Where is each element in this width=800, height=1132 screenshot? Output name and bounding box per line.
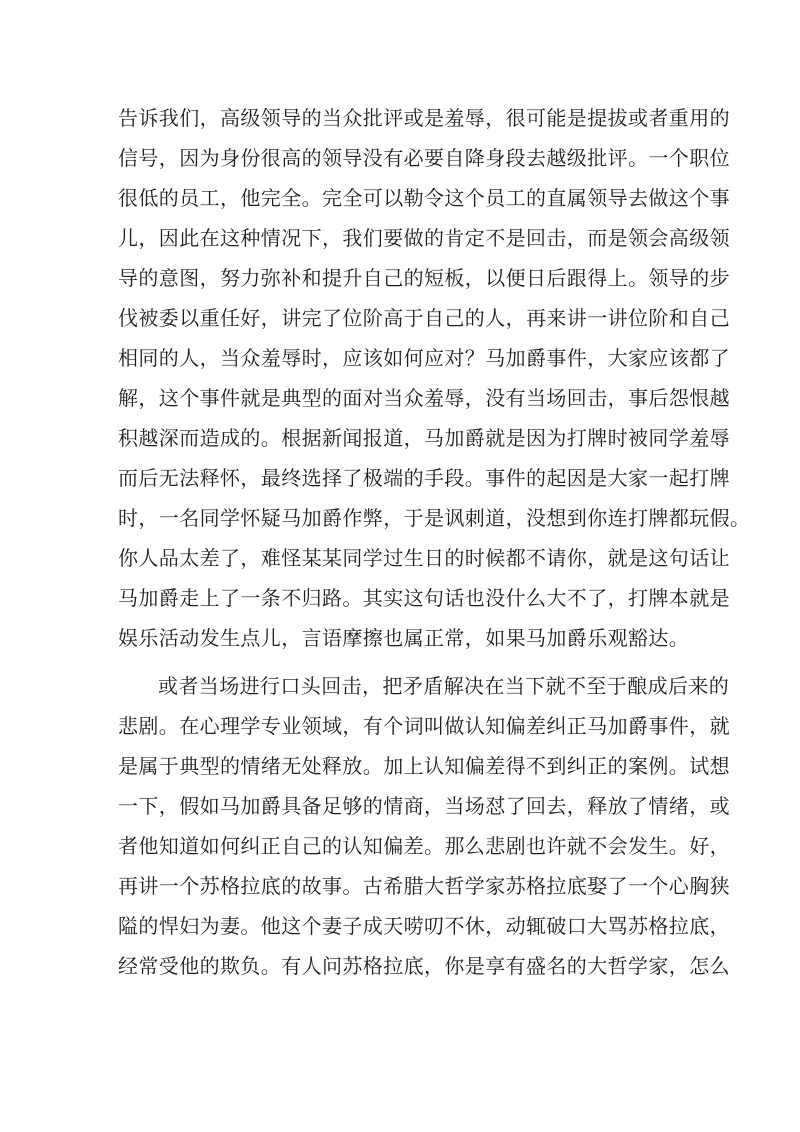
text-line: 者他知道如何纠正自己的认知偏差。那么悲剧也许就不会发生。好，	[118, 834, 730, 858]
text-line: 信号，因为身份很高的领导没有必要自降身段去越级批评。一个职位	[118, 146, 730, 170]
text-line: 很低的员工，他完全。完全可以勒令这个员工的直属领导去做这个事	[118, 186, 730, 210]
text-line: 告诉我们，高级领导的当众批评或是羞辱，很可能是提拔或者重用的	[118, 106, 730, 130]
text-line: 一下，假如马加爵具备足够的情商，当场怼了回去，释放了情绪，或	[118, 794, 730, 818]
text-line: 隘的悍妇为妻。他这个妻子成天唠叨不休，动辄破口大骂苏格拉底，	[118, 914, 730, 938]
text-line: 积越深而造成的。根据新闻报道，马加爵就是因为打牌时被同学羞辱	[118, 426, 730, 450]
text-line: 或者当场进行口头回击，把矛盾解决在当下就不至于酿成后来的	[158, 674, 730, 698]
text-line: 伐被委以重任好，讲完了位阶高于自己的人，再来讲一讲位阶和自己	[118, 306, 730, 330]
text-line: 时，一名同学怀疑马加爵作弊，于是讽刺道，没想到你连打牌都玩假。	[118, 506, 751, 530]
text-line: 马加爵走上了一条不归路。其实这句话也没什么大不了，打牌本就是	[118, 586, 730, 610]
text-line: 相同的人，当众羞辱时，应该如何应对？马加爵事件，大家应该都了	[118, 346, 730, 370]
text-line: 是属于典型的情绪无处释放。加上认知偏差得不到纠正的案例。试想	[118, 754, 730, 778]
text-line: 解，这个事件就是典型的面对当众羞辱，没有当场回击，事后怨恨越	[118, 386, 730, 410]
text-line: 儿，因此在这种情况下，我们要做的肯定不是回击，而是领会高级领	[118, 226, 730, 250]
text-line: 经常受他的欺负。有人问苏格拉底，你是享有盛名的大哲学家，怎么	[118, 954, 730, 978]
text-line: 而后无法释怀，最终选择了极端的手段。事件的起因是大家一起打牌	[118, 466, 730, 490]
text-line: 悲剧。在心理学专业领域，有个词叫做认知偏差纠正马加爵事件，就	[118, 714, 730, 738]
text-line: 导的意图，努力弥补和提升自己的短板，以便日后跟得上。领导的步	[118, 266, 730, 290]
text-line: 你人品太差了，难怪某某同学过生日的时候都不请你，就是这句话让	[118, 546, 730, 570]
text-line: 娱乐活动发生点儿，言语摩擦也属正常，如果马加爵乐观豁达。	[118, 626, 690, 650]
text-line: 再讲一个苏格拉底的故事。古希腊大哲学家苏格拉底娶了一个心胸狭	[118, 874, 730, 898]
